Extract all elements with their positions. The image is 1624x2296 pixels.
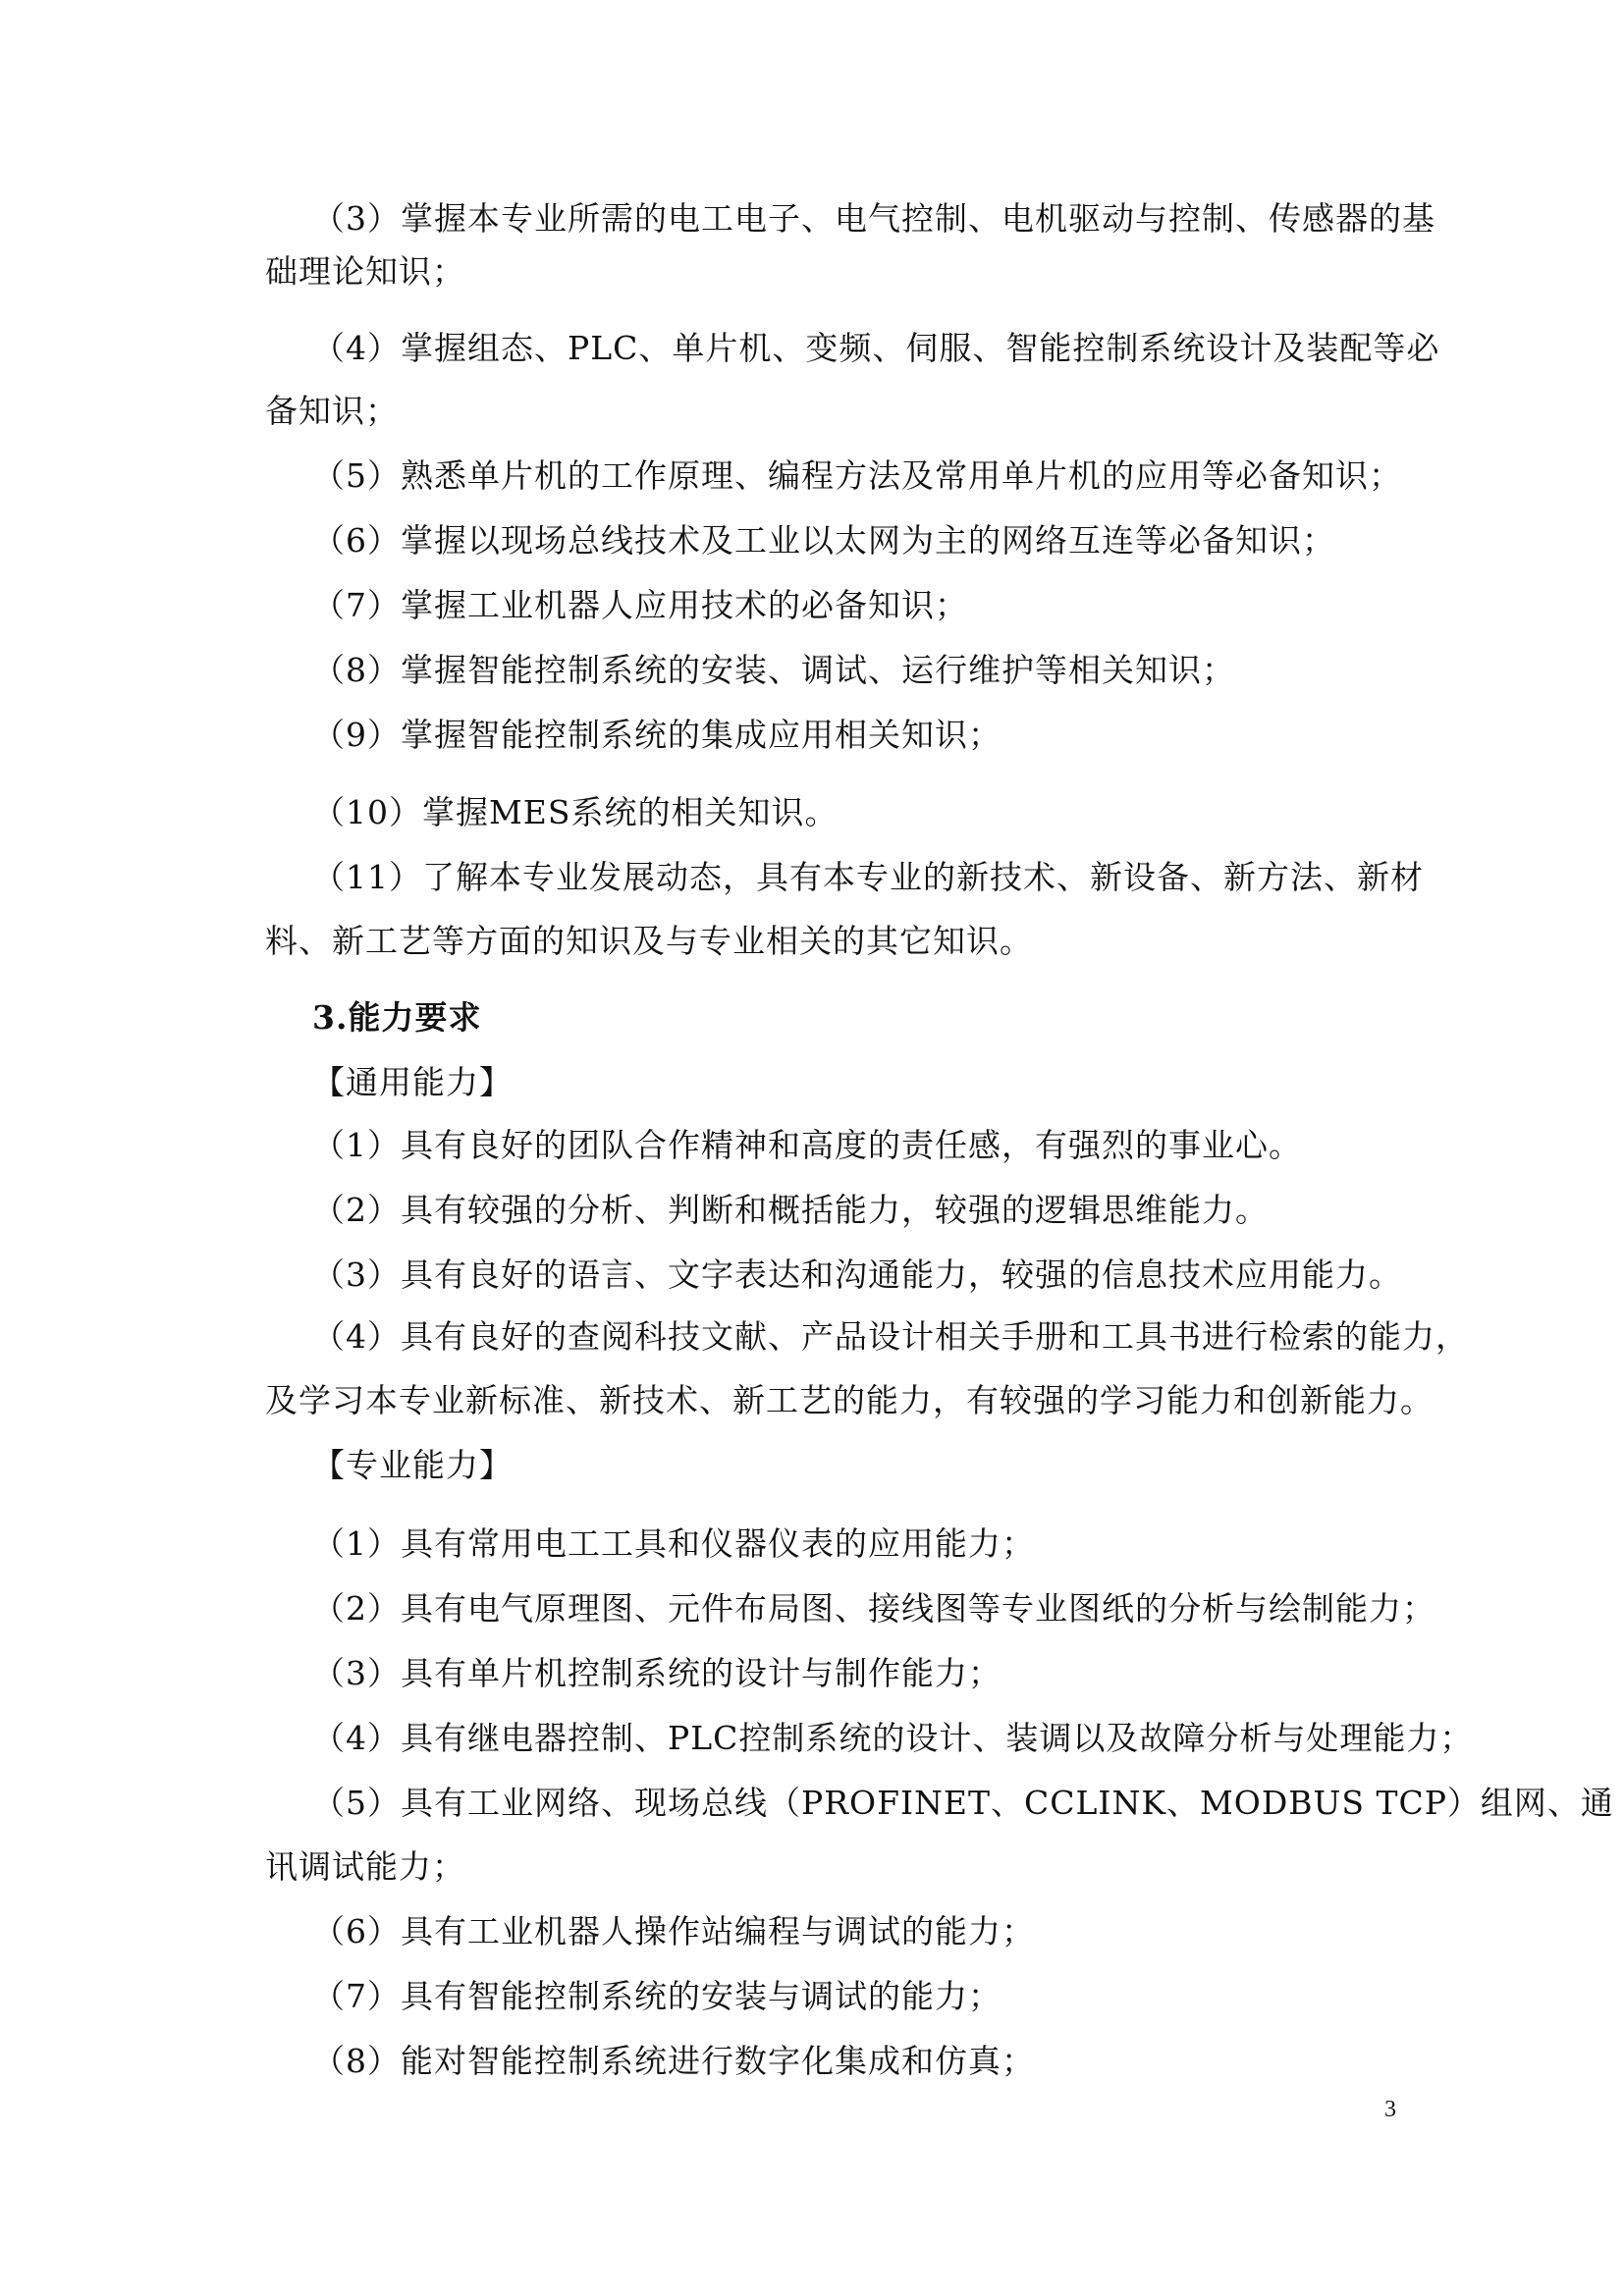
professional-ability-5-line-2: 讯调试能力； <box>265 1847 465 1886</box>
knowledge-item-9: （9）掌握智能控制系统的集成应用相关知识； <box>312 716 1001 754</box>
knowledge-item-4-line-2: 备知识； <box>265 392 399 430</box>
knowledge-item-7: （7）掌握工业机器人应用技术的必备知识； <box>312 586 968 624</box>
professional-ability-8: （8）能对智能控制系统进行数字化集成和仿真； <box>312 2042 1035 2080</box>
professional-ability-heading: 【专业能力】 <box>312 1446 513 1484</box>
general-ability-3: （3）具有良好的语言、文字表达和沟通能力，较强的信息技术应用能力。 <box>312 1255 1402 1294</box>
professional-ability-2: （2）具有电气原理图、元件布局图、接线图等专业图纸的分析与绘制能力； <box>312 1589 1435 1628</box>
knowledge-item-3-line-2: 础理论知识； <box>265 252 465 291</box>
general-ability-1: （1）具有良好的团队合作精神和高度的责任感，有强烈的事业心。 <box>312 1126 1302 1164</box>
knowledge-item-10: （10）掌握MES系统的相关知识。 <box>312 793 839 831</box>
general-ability-4-line-1: （4）具有良好的查阅科技文献、产品设计相关手册和工具书进行检索的能力， <box>312 1317 1469 1356</box>
professional-ability-6: （6）具有工业机器人操作站编程与调试的能力； <box>312 1912 1035 1950</box>
professional-ability-1: （1）具有常用电工工具和仪器仪表的应用能力； <box>312 1524 1035 1563</box>
general-ability-4-line-2: 及学习本专业新标准、新技术、新工艺的能力，有较强的学习能力和创新能力。 <box>265 1381 1434 1419</box>
knowledge-item-11-line-2: 料、新工艺等方面的知识及与专业相关的其它知识。 <box>265 922 1033 960</box>
page-number: 3 <box>1384 2097 1396 2122</box>
professional-ability-4: （4）具有继电器控制、PLC控制系统的设计、装调以及故障分析与处理能力； <box>312 1719 1474 1757</box>
general-ability-2: （2）具有较强的分析、判断和概括能力，较强的逻辑思维能力。 <box>312 1191 1269 1229</box>
general-ability-heading: 【通用能力】 <box>312 1063 513 1101</box>
professional-ability-3: （3）具有单片机控制系统的设计与制作能力； <box>312 1654 1001 1692</box>
knowledge-item-5: （5）熟悉单片机的工作原理、编程方法及常用单片机的应用等必备知识； <box>312 456 1402 495</box>
professional-ability-5-line-1: （5）具有工业网络、现场总线（PROFINET、CCLINK、MODBUS TCP）组网、通 <box>312 1784 1614 1822</box>
knowledge-item-3-line-1: （3）掌握本专业所需的电工电子、电气控制、电机驱动与控制、传感器的基 <box>312 199 1435 238</box>
knowledge-item-6: （6）掌握以现场总线技术及工业以太网为主的网络互连等必备知识； <box>312 521 1335 560</box>
knowledge-item-8: （8）掌握智能控制系统的安装、调试、运行维护等相关知识； <box>312 651 1235 689</box>
knowledge-item-4-line-1: （4）掌握组态、PLC、单片机、变频、伺服、智能控制系统设计及装配等必 <box>312 329 1440 367</box>
professional-ability-7: （7）具有智能控制系统的安装与调试的能力； <box>312 1977 1001 2015</box>
knowledge-item-11-line-1: （11）了解本专业发展动态，具有本专业的新技术、新设备、新方法、新材 <box>312 858 1424 896</box>
ability-requirements-heading: 3.能力要求 <box>312 998 482 1037</box>
